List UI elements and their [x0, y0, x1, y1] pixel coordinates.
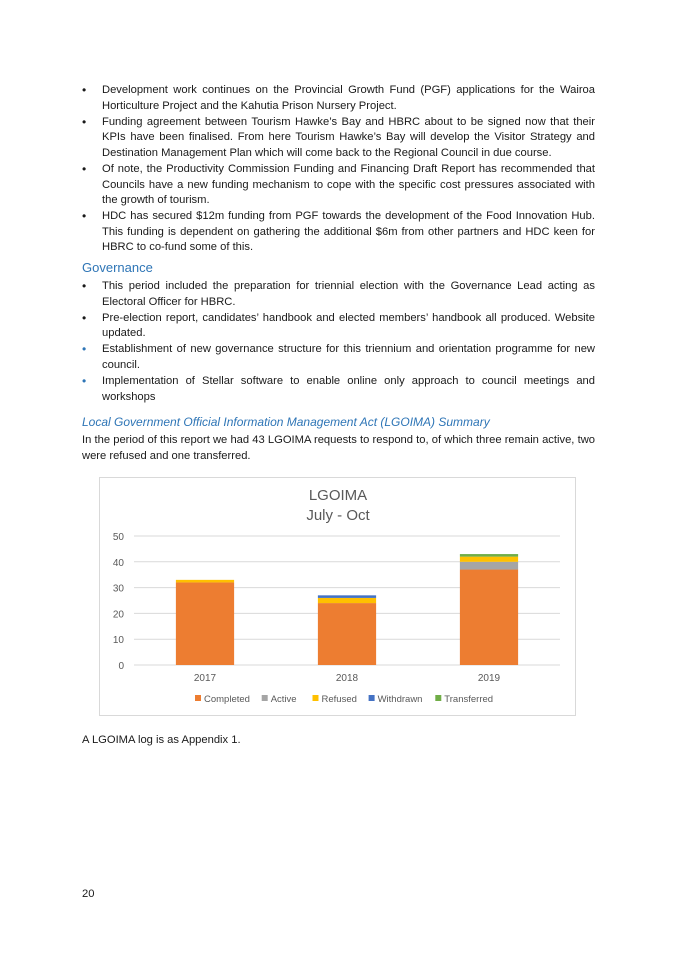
bullet-text: Establishment of new governance structure for this triennium and orientation programme for new council.: [102, 343, 595, 371]
bar-segment-completed-2018: [318, 603, 376, 665]
page-number: 20: [82, 888, 95, 900]
list-item: [82, 374, 595, 405]
list-item: [82, 83, 595, 114]
y-tick-label: 10: [112, 635, 124, 647]
bullet-text: HDC has secured $12m funding from PGF towards the development of the Food Innovation Hub. This funding is dependent on gathering the additional $6m from other partners and HDC keen for HBRC to co-fund some of this.: [102, 210, 595, 254]
bullet-icon: •: [82, 279, 87, 294]
x-tick-label: 2018: [335, 673, 359, 684]
bullet-icon: •: [82, 310, 87, 325]
lgoima-summary: In the period of this report we had 43 LGOIMA requests to respond to, of which three remain active, two were refused and one transferred.: [82, 434, 595, 462]
bullet-icon: •: [82, 209, 87, 224]
legend-swatch: [262, 695, 268, 701]
chart-subtitle: July - Oct: [306, 507, 370, 524]
bullet-icon: •: [82, 161, 87, 176]
bullet-text: Funding agreement between Tourism Hawke’s Bay and HBRC about to be signed now that their KPIs have been finalised. From here Tourism Hawke’s Bay will develop the Visitor Strategy and Destination Management Plan which will come back to the Regional Council in due course.: [102, 115, 595, 159]
bar-segment-completed-2019: [460, 570, 518, 665]
legend-label: Transferred: [444, 694, 494, 705]
bullet-icon: •: [82, 374, 87, 389]
list-item: [82, 279, 595, 310]
x-tick-label: 2017: [193, 673, 217, 684]
bullet-icon: •: [82, 114, 87, 129]
legend-swatch: [435, 695, 441, 701]
chart-svg: [100, 478, 577, 717]
x-tick-label: 2019: [477, 673, 501, 684]
bar-segment-active-2019: [460, 562, 518, 570]
bar-segment-transferred-2019: [460, 554, 518, 557]
list-item: [82, 115, 595, 162]
legend-label: Active: [270, 694, 297, 705]
bullet-text: Pre-election report, candidates’ handbook and elected members’ handbook all produced. Website updated.: [102, 311, 595, 340]
chart-bars: [176, 554, 518, 665]
y-tick-label: 30: [112, 583, 124, 595]
y-tick-label: 50: [112, 532, 124, 543]
legend-swatch: [195, 695, 201, 701]
governance-bullet-list: [82, 279, 595, 405]
bar-segment-withdrawn-2018: [318, 595, 376, 598]
legend-swatch: [369, 695, 375, 701]
lgoima-chart: [99, 477, 576, 716]
main-content: [82, 83, 595, 464]
legend-label: Completed: [204, 694, 250, 705]
bullet-text: This period included the preparation for triennial election with the Governance Lead acting as Electoral Officer for HBRC.: [102, 280, 595, 308]
y-tick-label: 0: [118, 661, 124, 672]
list-item: [82, 311, 595, 342]
legend-label: Withdrawn: [377, 694, 423, 705]
bullet-icon: •: [82, 83, 87, 97]
bullet-text: Implementation of Stellar software to enable online only approach to council meetings and workshops: [102, 375, 595, 403]
chart-title: LGOIMA: [308, 487, 368, 504]
legend-label: Refused: [321, 694, 357, 705]
bullet-list-top: [82, 83, 595, 256]
bar-segment-refused-2018: [318, 598, 376, 603]
bullet-text: Of note, the Productivity Commission Funding and Financing Draft Report has recommended that Councils have a new funding mechanism to cope with the specific cost pressures associated with the growth of tourism.: [102, 162, 595, 207]
chart-legend: [195, 694, 493, 705]
governance-heading: Governance: [82, 260, 153, 276]
bar-segment-refused-2019: [460, 557, 518, 562]
bar-segment-refused-2017: [176, 580, 234, 583]
bullet-text: Development work continues on the Provincial Growth Fund (PGF) applications for the Wairoa Horticulture Project and the Kahutia Prison Nursery Project.: [102, 84, 595, 112]
bullet-icon: •: [82, 342, 87, 357]
appendix-note: A LGOIMA log is as Appendix 1.: [82, 734, 241, 746]
list-item: [82, 162, 595, 209]
y-tick-label: 20: [112, 609, 124, 621]
lgoima-heading: Local Government Official Information Management Act (LGOIMA) Summary: [82, 415, 490, 430]
list-item: [82, 342, 595, 373]
legend-swatch: [313, 695, 319, 701]
y-tick-label: 40: [112, 557, 124, 569]
bar-segment-completed-2017: [176, 582, 234, 665]
list-item: [82, 209, 595, 256]
chart-x-ticks: [194, 673, 501, 684]
